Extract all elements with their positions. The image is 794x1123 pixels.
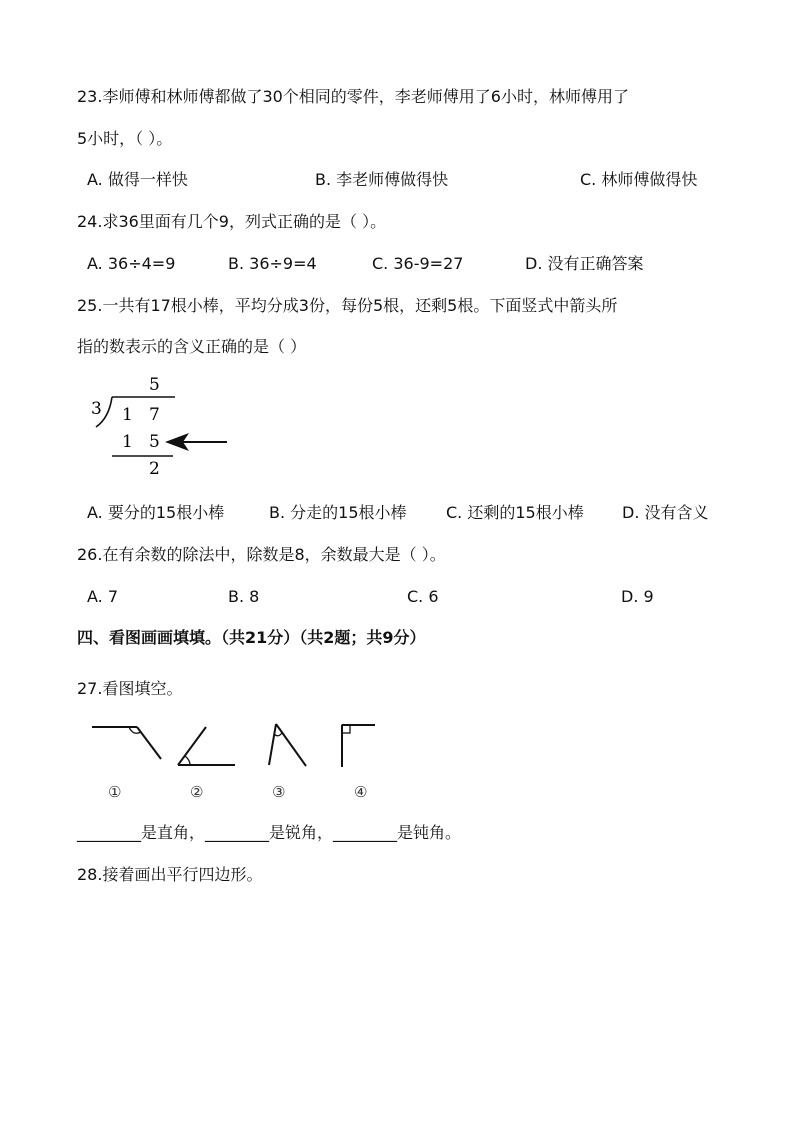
division-remainder: 2 [149, 459, 160, 479]
q23-text-line2: 5小时，（ ）。 [77, 129, 173, 148]
division-quotient: 5 [149, 375, 160, 395]
q25-option-d[interactable]: D. 没有含义 [622, 503, 709, 522]
long-division-figure [85, 370, 235, 485]
q27-fill-blanks[interactable]: ________是直角，________是锐角，________是钝角。 [77, 823, 462, 842]
angle-label-3: ③ [272, 783, 286, 801]
q27-text: 27.看图填空。 [77, 679, 183, 698]
q24-option-d[interactable]: D. 没有正确答案 [525, 254, 644, 273]
q26-option-b[interactable]: B. 8 [228, 587, 260, 606]
division-divisor: 3 [91, 399, 102, 419]
q24-option-a[interactable]: A. 36÷4=9 [87, 254, 176, 273]
q25-option-a[interactable]: A. 要分的15根小棒 [87, 503, 225, 522]
q26-text: 26.在有余数的除法中，除数是8，余数最大是（ ）。 [77, 545, 446, 564]
q23-option-c[interactable]: C. 林师傅做得快 [580, 170, 698, 189]
dividend-digit-2: 7 [149, 405, 160, 425]
angle-label-2: ② [190, 783, 204, 801]
q24-option-b[interactable]: B. 36÷9=4 [228, 254, 317, 273]
arrow-left-icon [165, 433, 227, 451]
section-4-heading: 四、看图画画填填。（共21分）（共2题；共9分） [77, 628, 426, 647]
angle-label-1: ① [108, 783, 122, 801]
angles-figure [77, 710, 387, 805]
q28-text: 28.接着画出平行四边形。 [77, 865, 263, 884]
q24-text: 24.求36里面有几个9，列式正确的是（ ）。 [77, 212, 387, 231]
q26-option-c[interactable]: C. 6 [407, 587, 439, 606]
product-digit-1: 1 [122, 432, 133, 452]
q23-text-line1: 23.李师傅和林师傅都做了30个相同的零件，李老师傅用了6小时，林师傅用了 [77, 87, 629, 106]
q25-option-c[interactable]: C. 还剩的15根小棒 [446, 503, 584, 522]
q23-option-b[interactable]: B. 李老师傅做得快 [315, 170, 449, 189]
q25-option-b[interactable]: B. 分走的15根小棒 [269, 503, 407, 522]
q25-text-line1: 25.一共有17根小棒，平均分成3份，每份5根，还剩5根。下面竖式中箭头所 [77, 296, 618, 315]
q23-option-a[interactable]: A. 做得一样快 [87, 170, 188, 189]
product-digit-2: 5 [149, 432, 160, 452]
q25-text-line2: 指的数表示的含义正确的是（ ） [77, 337, 307, 356]
q24-option-c[interactable]: C. 36-9=27 [372, 254, 464, 273]
dividend-digit-1: 1 [122, 405, 133, 425]
q26-option-a[interactable]: A. 7 [87, 587, 119, 606]
q26-option-d[interactable]: D. 9 [621, 587, 654, 606]
angle-label-4: ④ [354, 783, 368, 801]
